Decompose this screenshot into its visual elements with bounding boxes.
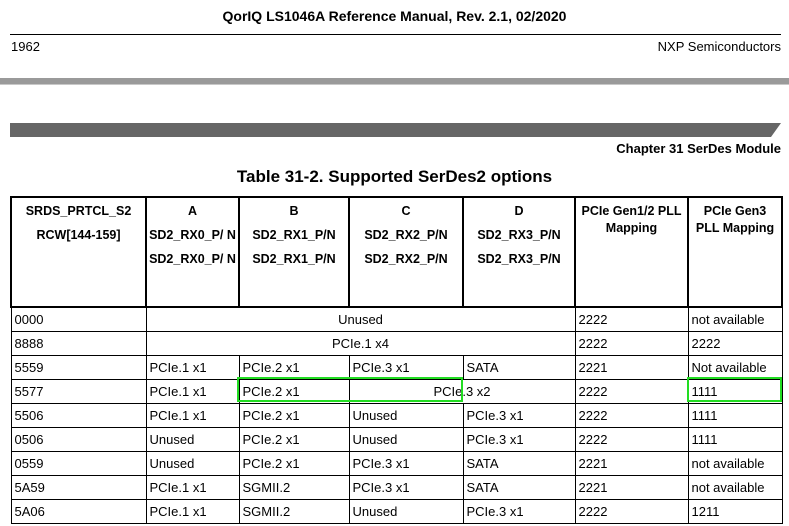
header-line: SD2_RX0_P/ N [149,228,236,242]
header-line: B [289,204,299,218]
header-line: SRDS_PRTCL_S2 [25,204,132,218]
cell-gen12: 2222 [575,307,688,332]
document-title: QorIQ LS1046A Reference Manual, Rev. 2.1, 02/2020 [222,8,567,24]
table-row [11,476,782,500]
header-line: D [514,204,524,218]
cell-lane-b: PCIe.2 x1 [239,380,349,404]
cell-gen3: 1111 [688,380,782,404]
cell-code: 5559 [11,356,146,380]
cell-code: 5506 [11,404,146,428]
cell-gen12: 2222 [575,428,688,452]
header-lane-d [463,197,575,307]
cell-gen3: 1111 [688,428,782,452]
cell-lane-c: Unused [349,500,463,524]
cell-lanes-abcd: Unused [146,307,575,332]
cell-lane-d: PCIe.3 x1 [463,428,575,452]
cell-lane-c: Unused [349,404,463,428]
table-row [11,452,782,476]
table-row [11,332,782,356]
header-line: SD2_RX1_P/N [252,228,336,242]
cell-lane-d: PCIe.3 x1 [463,404,575,428]
chapter-label: Chapter 31 SerDes Module [616,141,781,156]
table-row [11,307,782,332]
cell-lane-d: SATA [463,356,575,380]
table-header-row [11,197,782,307]
table-row [11,428,782,452]
cell-code: 5A59 [11,476,146,500]
cell-code: 0506 [11,428,146,452]
table-row [11,404,782,428]
header-lane-c [349,197,463,307]
page-divider-shadow [0,84,789,85]
table-row [11,380,782,404]
header-lane-b [239,197,349,307]
cell-code: 0000 [11,307,146,332]
cell-lanes-abcd: PCIe.1 x4 [146,332,575,356]
cell-gen3: 1111 [688,404,782,428]
cell-gen12: 2222 [575,404,688,428]
cell-gen12: 2221 [575,452,688,476]
cell-lane-b: PCIe.2 x1 [239,356,349,380]
header-lane-a [146,197,239,307]
cell-lane-c: PCIe.3 x1 [349,476,463,500]
cell-lane-d: SATA [463,452,575,476]
cell-code: 0559 [11,452,146,476]
cell-lane-a: PCIe.1 x1 [146,500,239,524]
cell-lane-d: PCIe.3 x1 [463,500,575,524]
cell-lanes-cd: PCIe.3 x2 [349,380,575,404]
header-line: SD2_RX2_P/N [364,228,448,242]
cell-gen3: not available [688,476,782,500]
cell-lane-c: PCIe.3 x1 [349,452,463,476]
cell-lane-b: PCIe.2 x1 [239,428,349,452]
header-line: SD2_RX2_P/N [364,252,448,266]
header-line: C [401,204,411,218]
table-row [11,356,782,380]
cell-gen12: 2222 [575,332,688,356]
cell-lane-a: PCIe.1 x1 [146,404,239,428]
table-title: Table 31-2. Supported SerDes2 options [236,167,553,186]
cell-code: 5A06 [11,500,146,524]
header-line: SD2_RX3_P/N [477,252,561,266]
cell-code: 8888 [11,332,146,356]
cell-gen12: 2221 [575,356,688,380]
cell-gen12: 2222 [575,380,688,404]
cell-lane-c: Unused [349,428,463,452]
serdes-options-table [10,196,783,524]
cell-lane-a: PCIe.1 x1 [146,380,239,404]
cell-lane-d: SATA [463,476,575,500]
cell-gen3: 1211 [688,500,782,524]
header-line: SD2_RX0_P/ N [149,252,236,266]
cell-gen3: 2222 [688,332,782,356]
cell-lane-b: PCIe.2 x1 [239,452,349,476]
cell-gen3: not available [688,307,782,332]
cell-lane-c: PCIe.3 x1 [349,356,463,380]
cell-gen3: not available [688,452,782,476]
header-line: PCIe Gen3 PLL Mapping [695,204,775,235]
cell-lane-b: SGMII.2 [239,476,349,500]
cell-lane-b: PCIe.2 x1 [239,404,349,428]
table-row [11,500,782,524]
cell-code: 5577 [11,380,146,404]
cell-gen3: Not available [688,356,782,380]
cell-lane-a: PCIe.1 x1 [146,476,239,500]
header-line: SD2_RX1_P/N [252,252,336,266]
page-number: 1962 [11,39,40,54]
header-pcie-gen12-pll [575,197,688,307]
header-line: SD2_RX3_P/N [477,228,561,242]
cell-gen12: 2221 [575,476,688,500]
cell-lane-a: Unused [146,452,239,476]
header-line: A [187,204,198,218]
cell-lane-a: PCIe.1 x1 [146,356,239,380]
header-line: PCIe Gen1/2 PLL Mapping [581,204,682,235]
header-line: RCW[144-159] [36,228,121,242]
company-name: NXP Semiconductors [657,39,781,54]
chapter-band [10,123,781,137]
cell-lane-b: SGMII.2 [239,500,349,524]
header-srds-prtcl [11,197,146,307]
header-rule [10,34,781,35]
cell-gen12: 2222 [575,500,688,524]
header-pcie-gen3-pll [688,197,782,307]
cell-lane-a: Unused [146,428,239,452]
